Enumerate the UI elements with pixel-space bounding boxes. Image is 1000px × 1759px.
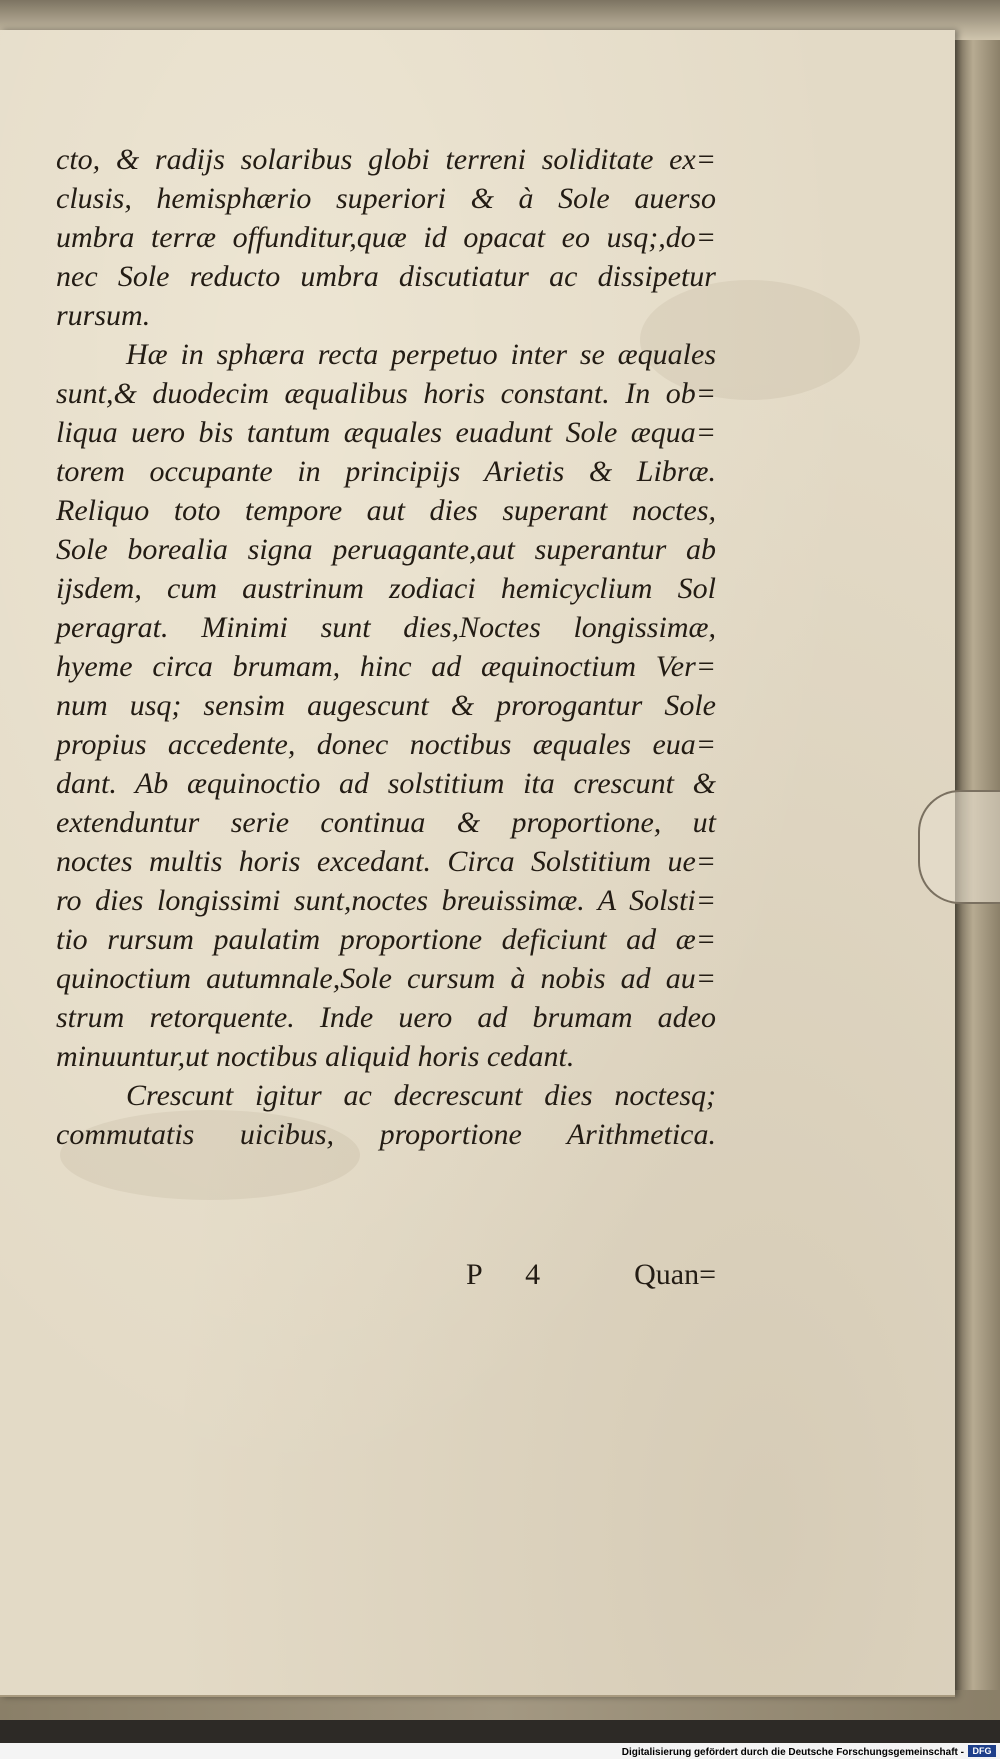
text-line: propius accedente, donec noctibus æquales eua=: [56, 728, 716, 761]
text-line: commutatis uicibus, proportione Arithmetica.: [56, 1118, 716, 1151]
text-line: num usq; sensim augescunt & prorogantur Sole: [56, 689, 716, 722]
text-line: rursum.: [56, 299, 151, 332]
text-line: minuuntur,ut noctibus aliquid horis cedant.: [56, 1040, 575, 1073]
text-line: noctes multis horis excedant. Circa Solstitium ue=: [56, 845, 716, 878]
text-line: clusis, hemisphærio superiori & à Sole auerso: [56, 182, 716, 215]
text-line: dant. Ab æquinoctio ad solstitium ita crescunt &: [56, 767, 716, 800]
text-line: ro dies longissimi sunt,noctes breuissimæ. A Solsti=: [56, 884, 716, 917]
text-line: sunt,& duodecim æqualibus horis constant. In ob=: [56, 377, 716, 410]
text-line: cto, & radijs solaribus globi terreni soliditate ex=: [56, 143, 716, 176]
text-line: liqua uero bis tantum æquales euadunt Sole æqua=: [56, 416, 716, 449]
text-line: quinoctium autumnale,Sole cursum à nobis ad au=: [56, 962, 716, 995]
digitization-credit: Digitalisierung gefördert durch die Deutsche Forschungsgemeinschaft -: [621, 1747, 964, 1758]
text-line: Reliquo toto tempore aut dies superant noctes,: [56, 494, 716, 527]
catchword: Quan=: [634, 1258, 716, 1291]
signature-mark: P 4: [466, 1258, 559, 1291]
text-line: hyeme circa brumam, hinc ad æquinoctium Ver=: [56, 650, 716, 683]
text-line: strum retorquente. Inde uero ad brumam adeo: [56, 1001, 716, 1034]
text-line: nec Sole reducto umbra discutiatur ac dissipetur: [56, 260, 716, 293]
text-line: tio rursum paulatim proportione deficiunt ad æ=: [56, 923, 716, 956]
text-line: extenduntur serie continua & proportione, ut: [56, 806, 716, 839]
text-line: umbra terræ offunditur,quæ id opacat eo usq;,do=: [56, 221, 716, 254]
text-line: torem occupante in principijs Arietis & Libræ.: [56, 455, 716, 488]
page-footer: [56, 1258, 716, 1302]
bookmark-tab: [918, 790, 1000, 904]
text-line: peragrat. Minimi sunt dies,Noctes longissimæ,: [56, 611, 716, 644]
text-line: Sole borealia signa peruagante,aut superantur ab: [56, 533, 716, 566]
text-line: Crescunt igitur ac decrescunt dies noctesq;: [126, 1079, 716, 1112]
body-text: [56, 140, 716, 1154]
text-line: ijsdem, cum austrinum zodiaci hemicyclium Sol: [56, 572, 716, 605]
dfg-logo: DFG: [968, 1745, 996, 1757]
text-line: Hæ in sphæra recta perpetuo inter se æquales: [126, 338, 716, 371]
